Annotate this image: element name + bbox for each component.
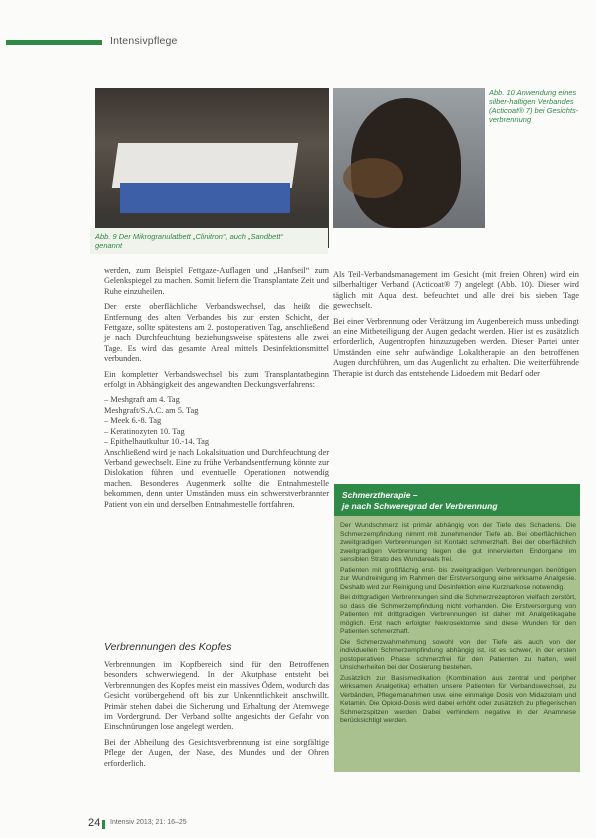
footer-accent-bar [102,820,105,829]
sandbed-photo [95,88,329,248]
left-column-text-2 [104,660,329,774]
box-paragraph: Bei drittgradigen Verbrennungen sind die Schmerzrezeptoren vielfach zerstört, so dass die Schmerzempfindung nicht vorhanden. Die Erstversorgung von Patienten mit drittgradigen Verbrennungen ist daher mit Analgetikagabe möglich. Erst nach erfolgter Nekrosektomie sind diese Wunden für den Patienten schmerzhaft. [340,594,576,635]
list-item: – Meshgraft am 4. Tag [104,395,180,405]
list-item: – Epithelhautkultur 10.-14. Tag [104,437,210,447]
paragraph: Der erste oberflächliche Verbandswechsel, das heißt die Entfernung des alten Verbandes bis zur ersten Schicht, der Fettgaze, sollte spätestens am 2. postoperativen Tag, anschließend je nach Durchfeuchtung beziehungsweise spätestens alle zwei Tage. Es wird das gesamte Areal mittels Desinfektionsmittel verbunden. [104,302,329,364]
journal-citation: Intensiv 2013; 21: 16–25 [110,819,187,826]
paragraph: Anschließend wird je nach Lokalsituation und Durchfeuchtung der Verband gewechselt. Eine zu frühe Verbandsentfernung könnte zur Dislokation führen und eventuelle Operationen notwendig machen. Besonderes Augenmerk sollte die Entnahmestelle bekommen, denn unter Umständen muss ein schwerstverbrannter Patient von ein und derselben Entnahmestelle fortfahren. [104,447,329,509]
list-item: – Keratinozyten 10. Tag [104,426,185,436]
dressing-change-list [104,395,329,447]
section-subheading: Verbrennungen des Kopfes [104,641,232,653]
box-paragraph: Patienten mit großflächig erst- bis zweitgradigen Verbrennungen benötigen zur Wundreinigung im Rahmen der Erstversorgung eine wirksame Analgesie. Deshalb wird zur Reinigung und Desinfektion eine Kurznarkose notwendig. [340,566,576,591]
left-column-text [104,266,329,515]
header-accent-bar [6,40,102,45]
page-number: 24 [88,817,101,829]
section-title: Intensivpflege [110,35,178,47]
list-item: – Meek 6.-8. Tag [104,416,162,426]
paragraph: Als Teil-Verbandsmanagement im Gesicht (mit freien Ohren) wird ein silberhaltiger Verband (Acticoat® 7) angelegt (Abb. 10). Dieser wird täglich mit Aqua dest. befeuchtet und alle drei bis sieben Tage gewechselt. [333,270,579,311]
figure-caption-right: Abb. 10 Anwendung eines silber-haltigen Verbandes (Acticoat® 7) bei Gesichts-verbrennung [489,88,579,124]
box-title-line-1: Schmerztherapie – [342,490,418,500]
box-paragraph: Der Wundschmerz ist primär abhängig von der Tiefe des Schadens. Die Schmerzempfindung nimmt mit zunehmender Tiefe ab. Bei oberflächlichen zweitgradigen Verbrennungen ist Kontakt schmerzhaft. Bei der oberflächlich zweitgradigen Verbrennung liegen die gut innervierten Endorgane im sensiblen Strato des Wundareals frei. [340,522,576,563]
box-paragraph: Die Schmerzwahrnehmung sowohl von der Tiefe als auch von der individuellen Schmerzempfindung abhängig ist, ist es schwer, in der ersten postoperativen Phase schmerzfrei für den Patienten zu halten, weil Unsicherheiten bei der Dosierung bestehen. [340,638,576,671]
face-burn-photo [333,88,485,228]
paragraph: werden, zum Beispiel Fettgaze-Auflagen und „Hanfseil“ zum Gelenkspiegel zu machen. Somit liefern die Transplantate Zeit und Ruhe einzuheilen. [104,266,329,296]
box-title-line-2: je nach Schweregrad der Verbrennung [342,501,498,511]
box-header [334,484,580,516]
box-body [340,522,576,728]
box-paragraph: Zusätzlich zur Basismedikation (Kombination aus zentral und peripher wirksamen Analgetika) erhalten unsere Patienten für Verbandswechsel, zu Verbänden, Pflegemanahmen usw. eine einmalige Dosis von Midazolam und Ketamin. Die Opioid-Dosis wird dabei erhöht oder zusätzlich zu pflegerischen Schmerzspitzen werden Dabei verhindern negative in der Anamnese berücksichtigt werden. [340,674,576,724]
paragraph: Verbrennungen im Kopfbereich sind für den Betroffenen besonders schwerwiegend. In der Akutphase entsteht bei Verbrennungen des Kopfes meist ein massives Ödem, wodurch das Gesicht vorübergehend oft bis zur Unkenntlichkeit anschwillt. Primär stehen dabei die Sicherung und Erhaltung der Atemwege im Vordergrund. Der Verband sollte angesichts der Gefahr von Einschnürungen lose angelegt werden. [104,660,329,732]
paragraph: Ein kompletter Verbandswechsel bis zum Transplantatbeginn erfolgt in Abhängigkeit des angewandten Deckungsverfahrens: [104,369,329,390]
right-column-text [333,270,579,384]
paragraph: Bei einer Verbrennung oder Verätzung im Augenbereich muss unbedingt an eine Mitbeteiligung der Augen gedacht werden. Hier ist es zusätzlich erforderlich, Augentropfen hinzuzugeben werden. Dieser Partei unter Umständen eine sehr aufwändige Lokaltherapie an den betroffenen Augen durchführen, um das Augenlicht zu erhalten. Die weiterführende Therapie ist durch das entstehende Lidoedem mit Bedarf oder [333,316,579,378]
list-item: Meshgraft/S.A.C. am 5. Tag [104,405,199,415]
figure-caption-left: Abb. 9 Der Mikrogranulatbett „Clinitron“, auch „Sandbett“ genannt [95,232,284,250]
paragraph: Bei der Abheilung des Gesichtsverbrennung ist eine sorgfältige Pflege der Augen, der Nase, des Mundes und der Ohren erforderlich. [104,737,329,768]
